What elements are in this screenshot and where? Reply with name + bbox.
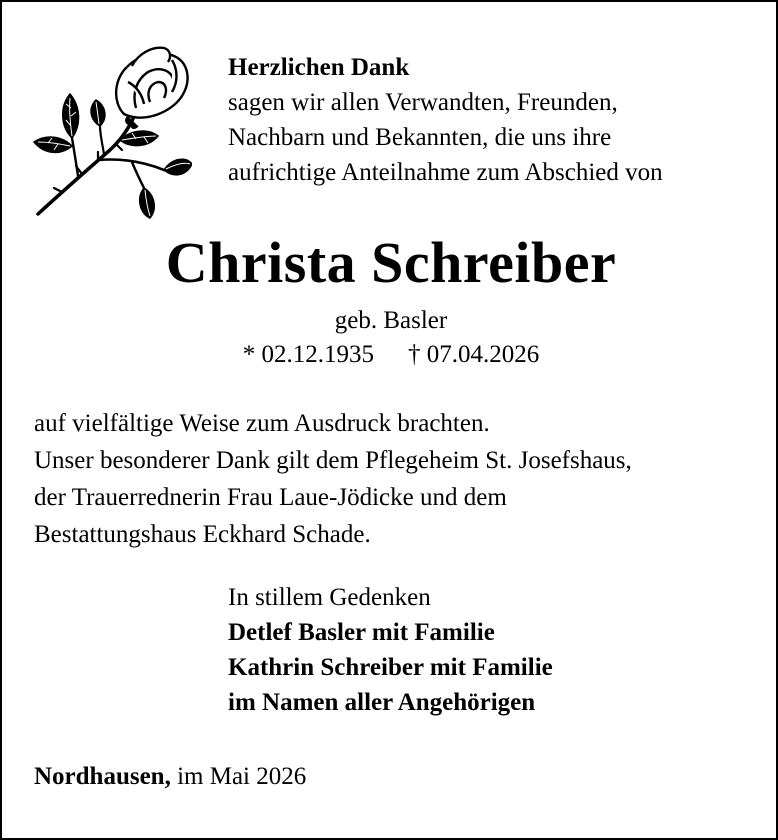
- date: im Mai 2026: [170, 763, 307, 790]
- intro-line: Nachbarn und Bekannten, die uns ihre: [228, 124, 612, 151]
- closing-block: [228, 580, 553, 720]
- life-dates: [2, 338, 778, 372]
- closing-intro: In stillem Gedenken: [228, 584, 431, 611]
- thanks-body: [34, 405, 632, 553]
- body-line: Bestattungshaus Eckhard Schade.: [34, 521, 371, 548]
- rose-icon: [32, 42, 192, 220]
- body-line: Unser besonderer Dank gilt dem Pflegeheim St. Josefshaus,: [34, 447, 632, 474]
- place-date: [34, 759, 306, 794]
- birth-date: * 02.12.1935: [242, 341, 374, 368]
- deceased-name: Christa Schreiber: [165, 230, 617, 295]
- body-line: der Trauerrednerin Frau Laue-Jödicke und dem: [34, 484, 507, 511]
- signatory: im Namen aller Angehörigen: [228, 689, 536, 716]
- maiden-name: geb. Basler: [334, 307, 448, 334]
- intro-heading: Herzlichen Dank: [228, 54, 410, 81]
- signatory: Kathrin Schreiber mit Familie: [228, 654, 553, 681]
- place: Nordhausen,: [34, 763, 171, 790]
- intro-line: sagen wir allen Verwandten, Freunden,: [228, 89, 618, 116]
- intro-block: [228, 50, 663, 190]
- death-date: † 07.04.2026: [408, 341, 540, 368]
- intro-line: aufrichtige Anteilnahme zum Abschied von: [228, 159, 663, 186]
- signatory: Detlef Basler mit Familie: [228, 619, 495, 646]
- body-line: auf vielfältige Weise zum Ausdruck brachten.: [34, 410, 490, 437]
